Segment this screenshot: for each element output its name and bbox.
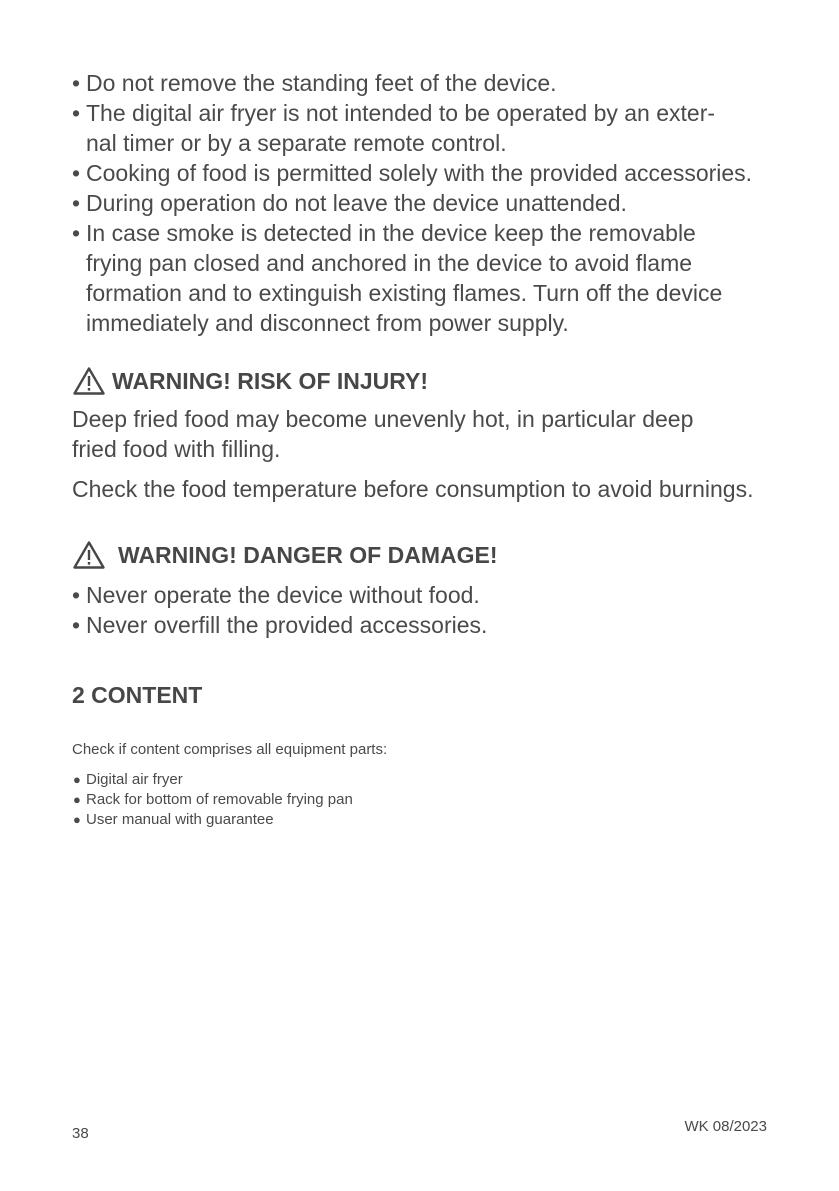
paragraph-line: fried food with filling. [72, 436, 281, 462]
section-heading: 2 CONTENT [72, 682, 203, 708]
bullet: ● [73, 772, 81, 787]
safety-item-continuation [72, 308, 772, 338]
safety-item-continuation [72, 278, 772, 308]
content-intro: Check if content comprises all equipment parts: [72, 741, 388, 758]
warning-damage-title: WARNING! DANGER OF DAMAGE! [118, 542, 498, 568]
content-item-text: Digital air fryer [86, 771, 183, 788]
safety-item-text: Cooking of food is permitted solely with the provided accessories. [86, 160, 753, 186]
warning-injury-title: WARNING! RISK OF INJURY! [112, 368, 429, 394]
safety-item-continuation [72, 248, 772, 278]
warning-injury-paragraph: Check the food temperature before consumption to avoid burnings. [72, 476, 754, 502]
safety-item-text: frying pan closed and anchored in the device to avoid flame [86, 250, 693, 276]
safety-item-text: nal timer or by a separate remote control. [86, 130, 507, 156]
safety-item-text: immediately and disconnect from power supply. [86, 310, 569, 336]
paragraph-line: Deep fried food may become unevenly hot, in particular deep [72, 406, 694, 432]
warning-triangle-icon [72, 366, 106, 396]
bullet: ● [73, 792, 81, 807]
warning-injury-heading [72, 366, 772, 396]
bullet: • [72, 70, 81, 96]
damage-item-text: Never overfill the provided accessories. [86, 612, 488, 638]
content-item [72, 770, 772, 790]
damage-item [72, 610, 772, 640]
bullet: • [72, 612, 81, 638]
damage-item [72, 580, 772, 610]
content-list [72, 770, 772, 830]
page-number: 38 [72, 1125, 89, 1142]
damage-list [72, 580, 772, 640]
safety-item-text: The digital air fryer is not intended to be operated by an exter- [86, 100, 716, 126]
safety-item [72, 98, 772, 128]
content-item [72, 790, 772, 810]
bullet: • [72, 220, 81, 246]
content-item-text: Rack for bottom of removable frying pan [86, 791, 353, 808]
bullet: ● [73, 812, 81, 827]
footer-code: WK 08/2023 [684, 1118, 767, 1135]
safety-item-text: In case smoke is detected in the device keep the removable [86, 220, 696, 246]
content-item [72, 810, 772, 830]
warning-damage-heading [72, 540, 772, 570]
warning-injury-paragraph [72, 404, 772, 464]
safety-item [72, 218, 772, 248]
safety-item [72, 158, 772, 188]
bullet: • [72, 582, 81, 608]
safety-item-continuation [72, 128, 772, 158]
safety-item [72, 188, 772, 218]
safety-item-text: formation and to extinguish existing flames. Turn off the device [86, 280, 723, 306]
bullet: • [72, 160, 81, 186]
safety-item-text: Do not remove the standing feet of the device. [86, 70, 557, 96]
manual-page [72, 68, 772, 830]
warning-triangle-icon [72, 540, 106, 570]
safety-list [72, 68, 772, 338]
bullet: • [72, 190, 81, 216]
damage-item-text: Never operate the device without food. [86, 582, 480, 608]
bullet: • [72, 100, 81, 126]
content-item-text: User manual with guarantee [86, 811, 274, 828]
safety-item-text: During operation do not leave the device unattended. [86, 190, 627, 216]
safety-item [72, 68, 772, 98]
